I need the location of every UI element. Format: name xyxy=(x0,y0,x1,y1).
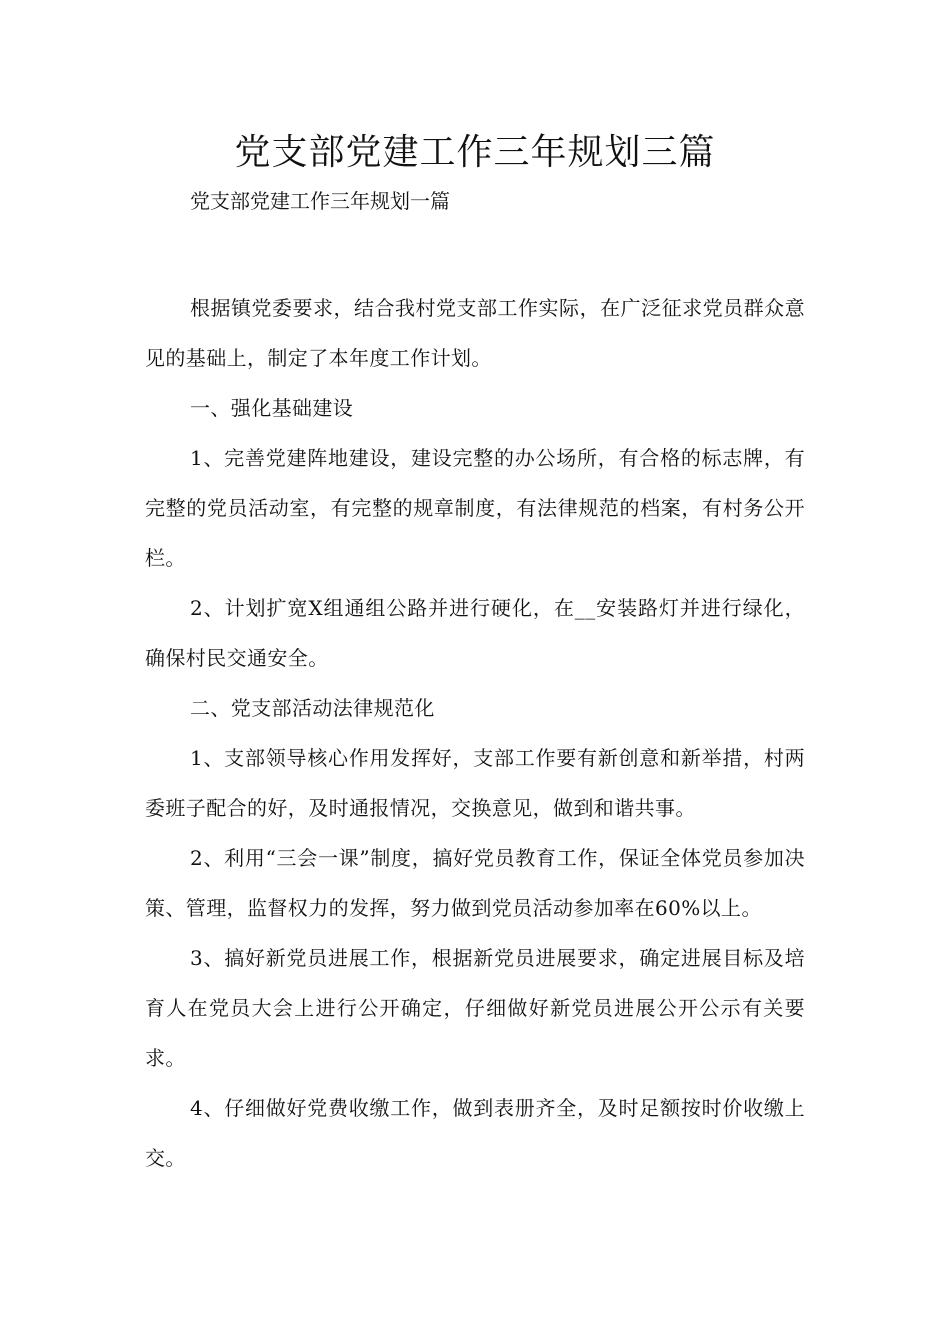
paragraph-item: 2、计划扩宽X组通组公路并进行硬化，在__安装路灯并进行绿化，确保村民交通安全。 xyxy=(145,596,805,670)
paragraph-item: 4、仔细做好党费收缴工作，做到表册齐全，及时足额按时价收缴上交。 xyxy=(145,1096,805,1170)
paragraph-item: 1、支部领导核心作用发挥好，支部工作要有新创意和新举措，村两委班子配合的好，及时通报情况，交换意见，做到和谐共事。 xyxy=(145,746,805,820)
document-subtitle: 党支部党建工作三年规划一篇 xyxy=(190,189,450,213)
paragraph-item: 2、利用“三会一课”制度，搞好党员教育工作，保证全体党员参加决策、管理，监督权力的发挥，努力做到党员活动参加率在60%以上。 xyxy=(145,846,805,920)
section-heading-1: 一、强化基础建设 xyxy=(190,396,354,420)
paragraph-item: 1、完善党建阵地建设，建设完整的办公场所，有合格的标志牌，有完整的党员活动室，有完整的规章制度，有法律规范的档案，有村务公开栏。 xyxy=(145,446,805,570)
section-heading-2: 二、党支部活动法律规范化 xyxy=(190,696,435,720)
paragraph-item: 3、搞好新党员进展工作，根据新党员进展要求，确定进展目标及培育人在党员大会上进行公开确定，仔细做好新党员进展公开公示有关要求。 xyxy=(145,946,805,1070)
document-title: 党支部党建工作三年规划三篇 xyxy=(234,132,716,173)
paragraph-intro: 根据镇党委要求，结合我村党支部工作实际，在广泛征求党员群众意见的基础上，制定了本年度工作计划。 xyxy=(145,296,805,370)
document-body xyxy=(145,283,805,1183)
